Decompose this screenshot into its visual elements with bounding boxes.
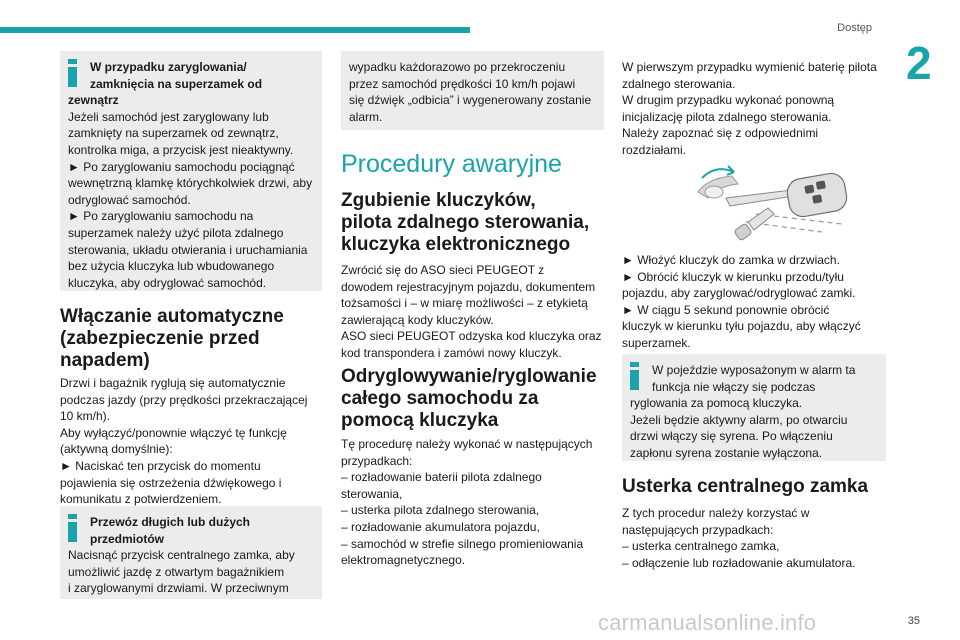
heading-line: Odryglowywanie/ryglowanie	[341, 366, 597, 387]
note-line: ► Po zaryglowaniu samochodu pociągnąć	[68, 159, 295, 174]
body-line: komunikatu z potwierdzeniem.	[60, 492, 222, 507]
heading-auto-lock	[60, 306, 322, 372]
steps-text	[622, 252, 886, 352]
body-line: następujących przypadkach:	[622, 522, 774, 537]
heading-central-lock: Usterka centralnego zamka	[622, 476, 869, 497]
note-line: Jeżeli samochód jest zaryglowany lub	[68, 109, 269, 124]
body-line: – rozładowanie akumulatora pojazdu,	[341, 519, 540, 534]
info-icon	[68, 59, 77, 89]
step-line: ► Obrócić kluczyk w kierunku przodu/tyłu	[622, 269, 844, 284]
chapter-number: 2	[906, 37, 932, 89]
body-line: – rozładowanie baterii pilota zdalnego	[341, 470, 542, 485]
note-line: sterowania, układu otwierania i uruchamiania	[68, 242, 308, 257]
heading-lost-keys	[341, 190, 604, 256]
body-line: Aby wyłączyć/ponownie włączyć tę funkcję	[60, 425, 287, 440]
note-title: Przewóz długich lub dużych	[90, 515, 251, 529]
body-line: sterowania,	[341, 486, 403, 501]
note-line: drzwi włączy się syrena. Po włączeniu	[630, 429, 833, 444]
note-line: alarm.	[349, 109, 383, 124]
lost-keys-text	[341, 262, 604, 362]
note-line: i zaryglowanymi drzwiami. W przeciwnym	[68, 581, 289, 596]
heading-key-unlock	[341, 366, 604, 432]
body-line: rozdziałami.	[622, 142, 687, 157]
body-line: elektromagnetycznego.	[341, 553, 466, 568]
note-line: kontrolka miga, a przycisk jest nieaktywny.	[68, 142, 294, 157]
note-line: wewnętrzną klamkę którychkolwiek drzwi, aby	[68, 176, 313, 191]
note-line: odryglować samochód.	[68, 192, 191, 207]
note-line: się dźwięk „odbicia” i wygenerowany zostanie	[349, 93, 592, 108]
body-line: – usterka pilota zdalnego sterowania,	[341, 503, 540, 518]
main-heading: Procedury awaryjne	[341, 150, 562, 178]
body-line: (aktywną domyślnie):	[60, 442, 173, 457]
body-line: Należy zapoznać się z odpowiednimi	[622, 126, 819, 141]
body-line: pojawienia się ostrzeżenia dźwiękowego i	[60, 475, 282, 490]
body-line: przypadkach:	[341, 453, 413, 468]
body-line: ASO sieci PEUGEOT odzyska kod kluczyka oraz	[341, 329, 602, 344]
key-illustration	[692, 162, 862, 247]
body-line: – odłączenie lub rozładowanie akumulatora.	[622, 555, 856, 570]
note-line: funkcja nie włączy się podczas	[652, 379, 816, 394]
body-line: kod transpondera i zamówi nowy kluczyk.	[341, 345, 562, 360]
note-line: superzamek należy użyć pilota zdalnego	[68, 225, 284, 240]
note-title: W przypadku zaryglowania/	[90, 60, 247, 74]
step-line: ► Włożyć kluczyk do zamka w drzwiach.	[622, 253, 840, 267]
info-note-alarm	[622, 354, 886, 461]
note-title: zamknięcia na superzamek od	[90, 76, 263, 91]
note-line: W pojeździe wyposażonym w alarm ta	[652, 363, 856, 377]
body-line: W drugim przypadku wykonać ponowną	[622, 93, 835, 108]
note-line: wypadku każdorazowo po przekroczeniu	[349, 60, 566, 74]
body-line: podczas jazdy (przy prędkości przekraczającej	[60, 392, 308, 407]
auto-lock-text	[60, 375, 322, 508]
heading-line: pomocą kluczyka	[341, 410, 499, 431]
info-note-long-objects	[60, 506, 322, 599]
info-icon	[68, 514, 77, 544]
heading-line: (zabezpieczenie przed	[60, 328, 260, 349]
heading-line: całego samochodu za	[341, 388, 539, 409]
heading-line: Zgubienie kluczyków,	[341, 190, 536, 211]
body-line: zdalnego sterowania.	[622, 76, 736, 91]
note-line: przez samochód prędkości 10 km/h pojawi	[349, 76, 576, 91]
body-line: zawierającą kody kluczyków.	[341, 312, 494, 327]
note-line: Nacisnąć przycisk centralnego zamka, aby	[68, 548, 295, 563]
note-line: ryglowania za pomocą kluczyka.	[630, 396, 803, 411]
info-icon	[630, 362, 639, 392]
step-line: pojazdu, aby zaryglować/odryglować zamki.	[622, 286, 856, 301]
note-line: bez użycia kluczyka lub wbudowanego	[68, 259, 275, 274]
key-unlock-text	[341, 436, 604, 569]
page-number: 35	[907, 615, 920, 627]
body-line: – usterka centralnego zamka,	[622, 539, 780, 554]
note-line: ► Po zaryglowaniu samochodu na	[68, 209, 254, 224]
body-line: Zwrócić się do ASO sieci PEUGEOT z	[341, 263, 545, 277]
heading-line: pilota zdalnego sterowania,	[341, 212, 590, 233]
body-line: Z tych procedur należy korzystać w	[622, 506, 810, 520]
note-title: przedmiotów	[90, 531, 164, 546]
heading-line: Włączanie automatyczne	[60, 306, 284, 327]
section-title: Dostęp	[837, 22, 872, 34]
step-line: kluczyk w kierunku tyłu pojazdu, aby włączyć	[622, 319, 861, 334]
info-note-continued	[341, 51, 604, 130]
watermark: carmanualsonline.info	[598, 610, 817, 635]
central-lock-text	[622, 505, 886, 571]
note-line: umożliwić jazdę z otwartym bagażnikiem	[68, 564, 285, 579]
body-line: 10 km/h).	[60, 409, 111, 424]
heading-line: napadem)	[60, 350, 150, 371]
note-line: zapłonu syrena zostanie wyłączona.	[630, 445, 823, 460]
body-line: Tę procedurę należy wykonać w następujących	[341, 437, 593, 451]
body-line: Drzwi i bagażnik ryglują się automatycznie	[60, 376, 286, 390]
body-line: W pierwszym przypadku wymienić baterię pilota	[622, 60, 877, 74]
header-accent-bar	[0, 27, 470, 33]
body-line: – samochód w strefie silnego promieniowania	[341, 536, 584, 551]
note-line: kluczyka, aby odryglować samochód.	[68, 275, 267, 290]
body-line: inicjalizację pilota zdalnego sterowania.	[622, 109, 832, 124]
note-title: zewnątrz	[68, 93, 119, 108]
step-line: ► W ciągu 5 sekund ponownie obrócić	[622, 302, 830, 317]
body-line: tożsamości i – w miarę możliwości – z etykietą	[341, 296, 588, 311]
step-line: superzamek.	[622, 335, 691, 350]
body-line: dowodem rejestracyjnym pojazdu, dokumentem	[341, 279, 596, 294]
heading-line: kluczyka elektronicznego	[341, 234, 571, 255]
info-note-superlock	[60, 51, 322, 291]
intro-text	[622, 59, 886, 159]
note-line: zamknięty na superzamek od zewnątrz,	[68, 126, 279, 141]
note-line: Jeżeli będzie aktywny alarm, po otwarciu	[630, 412, 848, 427]
body-line: ► Naciskać ten przycisk do momentu	[60, 458, 261, 473]
